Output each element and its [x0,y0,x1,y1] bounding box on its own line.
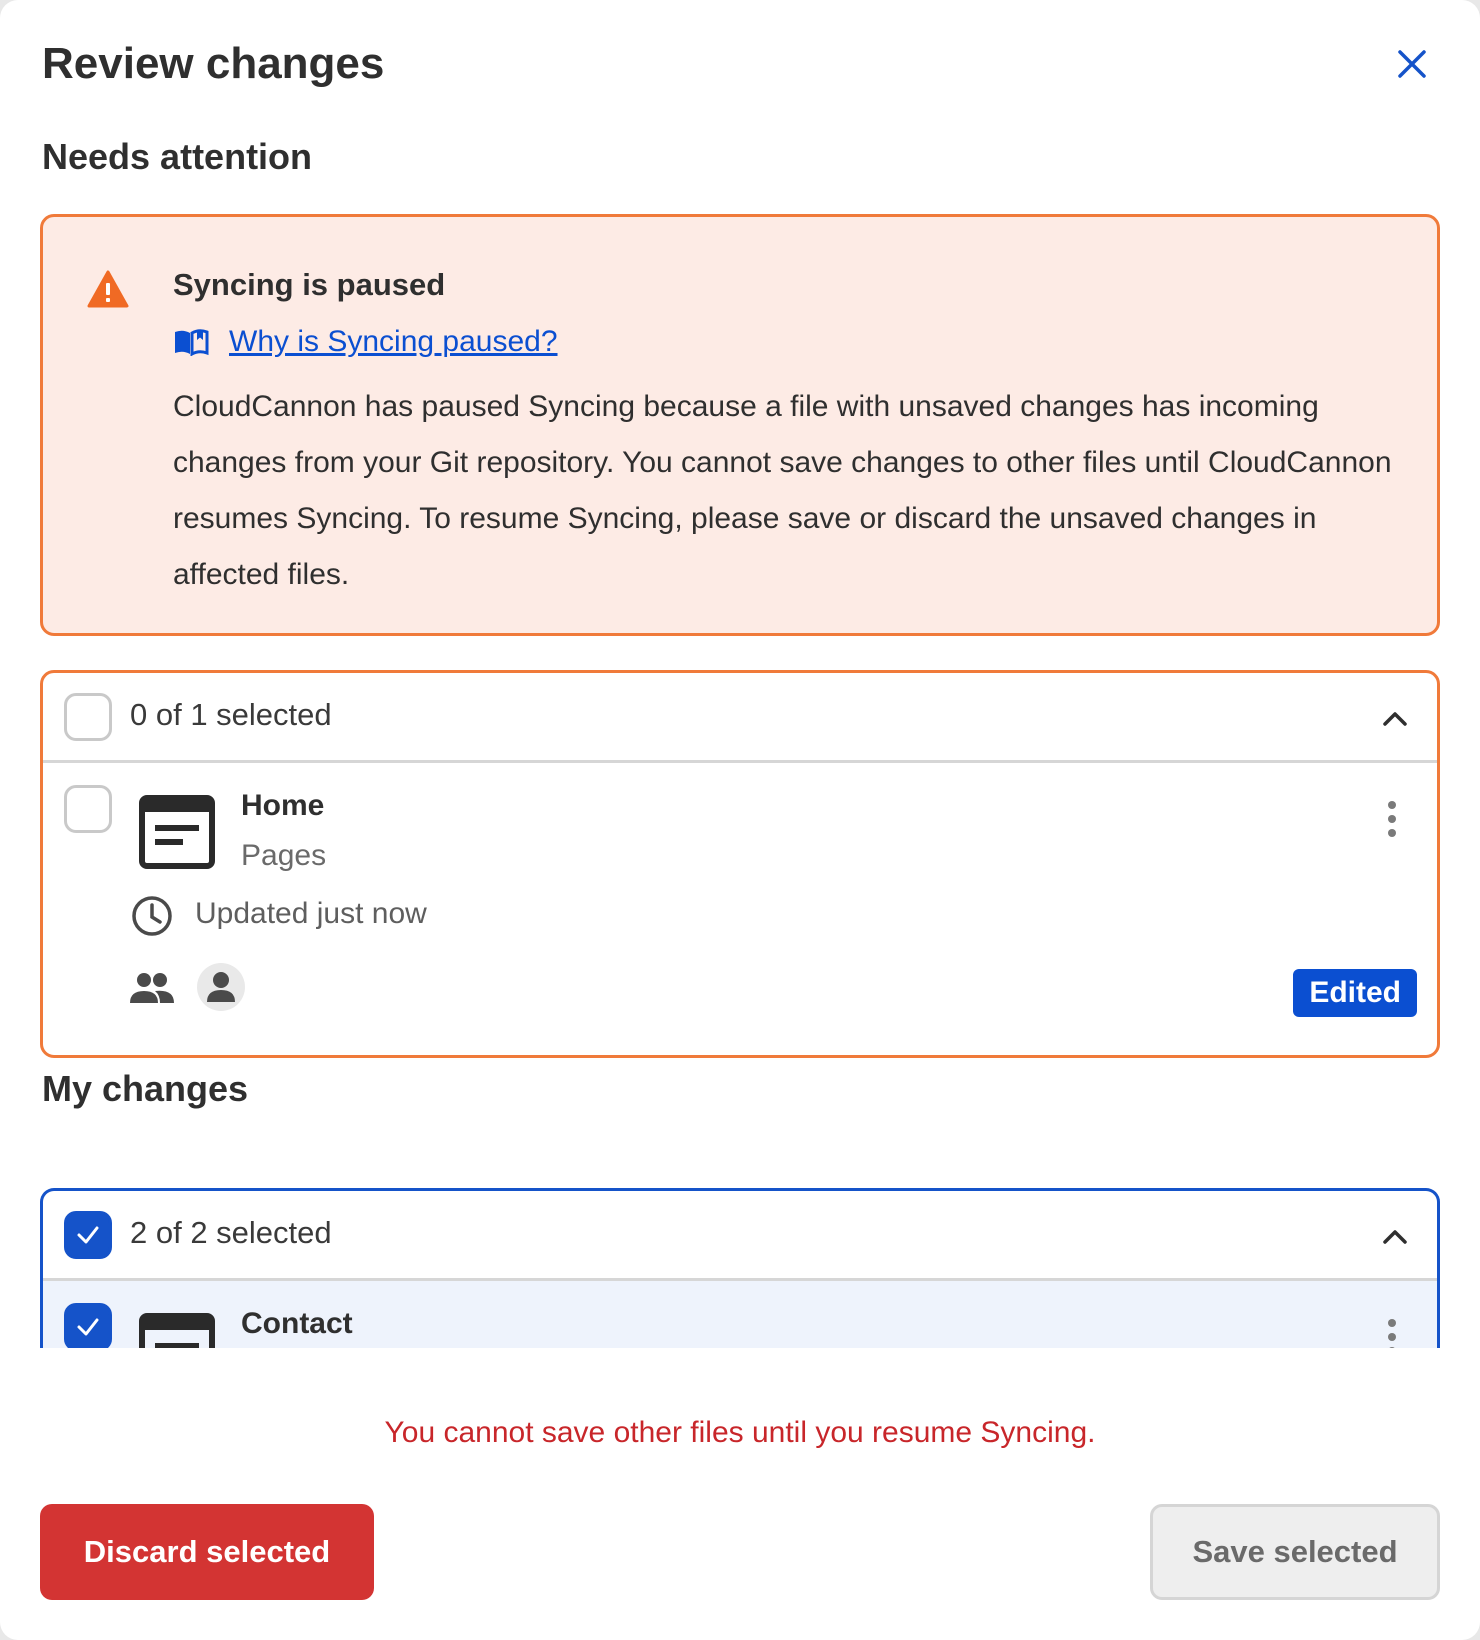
page-file-icon [139,795,215,869]
dialog-header [42,34,1440,94]
group-header [43,1191,1437,1281]
file-checkbox[interactable] [64,785,112,833]
page-file-icon [139,1313,215,1348]
file-name: Contact [241,1307,353,1340]
alert-body: CloudCannon has paused Syncing because a file with unsaved changes has incoming changes from your Git repository. You cannot save changes to other files until CloudCannon resumes Syncing. To resume Syncing, please save or discard the unsaved changes in affected files. [173,390,1392,591]
needs-attention-file-group [40,670,1440,1058]
select-all-checkbox[interactable] [64,693,112,741]
select-all-checkbox[interactable] [64,1211,112,1259]
section-title-needs-attention: Needs attention [42,136,313,177]
selection-count: 2 of 2 selected [130,1215,332,1250]
users-icon [129,971,175,1005]
book-icon [173,328,209,356]
chevron-up-icon[interactable] [1375,1217,1415,1257]
kebab-menu-icon[interactable] [1385,799,1399,839]
alert-title: Syncing is paused [173,267,446,302]
why-syncing-paused-link[interactable]: Why is Syncing paused? [229,325,558,358]
file-row[interactable] [43,1281,1437,1348]
save-blocked-warning: You cannot save other files until you resume Syncing. [384,1416,1096,1449]
dialog-title: Review changes [42,39,385,88]
clock-icon [131,895,173,937]
syncing-paused-alert [40,214,1440,636]
file-checkbox[interactable] [64,1303,112,1348]
user-icon [206,971,236,1003]
group-header [43,673,1437,763]
checkmark-icon [76,1224,100,1246]
kebab-menu-icon[interactable] [1385,1317,1399,1348]
changes-scroll-area[interactable] [0,110,1480,1348]
chevron-up-icon[interactable] [1375,699,1415,739]
selection-count: 0 of 1 selected [130,697,332,732]
file-name: Home [241,789,325,822]
save-selected-button[interactable]: Save selected [1150,1504,1440,1600]
file-row[interactable] [43,763,1437,1058]
close-icon [1397,49,1427,79]
discard-selected-button[interactable]: Discard selected [40,1504,374,1600]
avatar [197,963,245,1011]
my-changes-file-group [40,1188,1440,1348]
close-button[interactable] [1384,36,1440,92]
alert-help-link-row [173,325,558,359]
updated-timestamp: Updated just now [195,897,427,930]
file-collection: Pages [241,839,327,872]
warning-icon [87,269,129,309]
checkmark-icon [76,1316,100,1338]
status-badge: Edited [1293,969,1417,1017]
section-title-my-changes: My changes [42,1068,249,1109]
